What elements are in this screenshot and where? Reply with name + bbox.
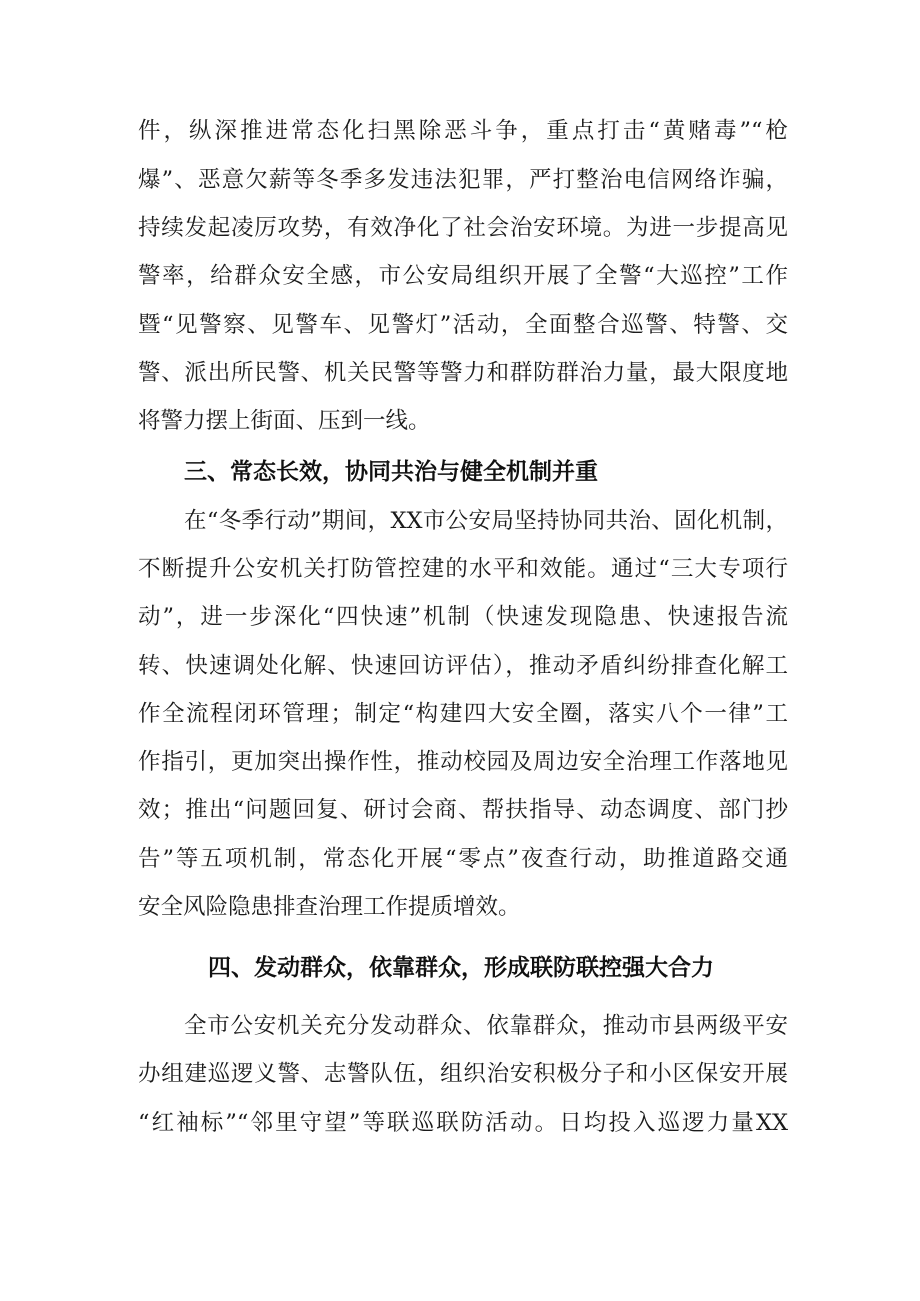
body-text-line: 暨“见警察、见警车、见警灯”活动，全面整合巡警、特警、交 bbox=[138, 312, 788, 338]
section-heading: 三、常态长效，协同共治与健全机制并重 bbox=[184, 459, 598, 485]
body-text-line: 转、快速调处化解、快速回访评估），推动矛盾纠纷排查化解工 bbox=[138, 653, 788, 679]
body-text-line: 作全流程闭环管理；制定“构建四大安全圈，落实八个一律”工 bbox=[138, 701, 788, 727]
body-text-line: 办组建巡逻义警、志警队伍，组织治安积极分子和小区保安开展 bbox=[138, 1061, 788, 1087]
body-text-line: 动”，进一步深化“四快速”机制（快速发现隐患、快速报告流 bbox=[138, 604, 788, 630]
body-text-line: 警、派出所民警、机关民警等警力和群防群治力量，最大限度地 bbox=[138, 360, 788, 386]
section-heading: 四、发动群众，依靠群众，形成联防联控强大合力 bbox=[208, 955, 714, 981]
body-text-line: 作指引，更加突出操作性，推动校园及周边安全治理工作落地见 bbox=[138, 749, 788, 775]
body-text-line: 在“冬季行动”期间，XX市公安局坚持协同共治、固化机制， bbox=[184, 508, 788, 534]
body-text-line: “红袖标”“邻里守望”等联巡联防活动。日均投入巡逻力量XX bbox=[138, 1110, 788, 1136]
body-text-line: 爆”、恶意欠薪等冬季多发违法犯罪，严打整治电信网络诈骗， bbox=[138, 167, 788, 193]
body-text-line: 件，纵深推进常态化扫黑除恶斗争，重点打击“黄赌毒”“枪 bbox=[138, 118, 788, 144]
body-text-line: 告”等五项机制，常态化开展“零点”夜查行动，助推道路交通 bbox=[138, 846, 788, 872]
body-text-line: 效；推出“问题回复、研讨会商、帮扶指导、动态调度、部门抄 bbox=[138, 797, 788, 823]
body-text-line: 持续发起凌厉攻势，有效净化了社会治安环境。为进一步提高见 bbox=[138, 215, 788, 241]
body-text-line: 不断提升公安机关打防管控建的水平和效能。通过“三大专项行 bbox=[138, 556, 788, 582]
body-text-line: 全市公安机关充分发动群众、依靠群众，推动市县两级平安 bbox=[184, 1013, 788, 1039]
body-text-line: 安全风险隐患排查治理工作提质增效。 bbox=[138, 894, 521, 920]
body-text-line: 将警力摆上街面、压到一线。 bbox=[138, 408, 431, 434]
body-text-line: 警率，给群众安全感，市公安局组织开展了全警“大巡控”工作 bbox=[138, 263, 788, 289]
